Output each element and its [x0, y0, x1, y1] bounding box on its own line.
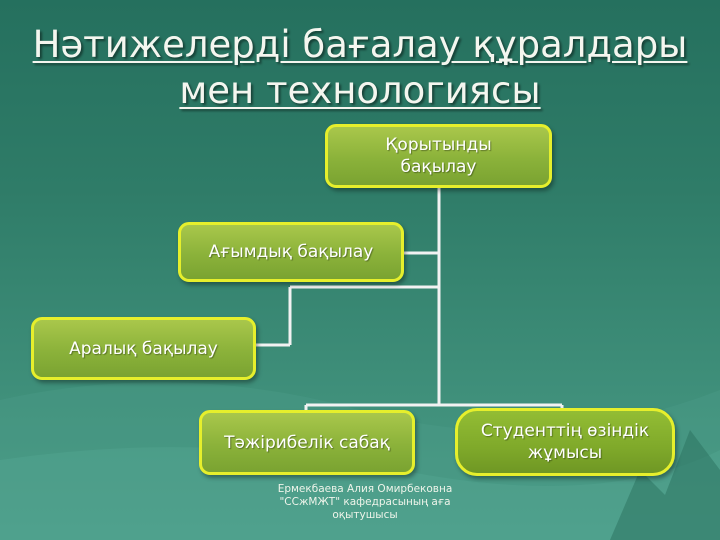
- node-student-independent-work-label: Студенттің өзіндік жұмысы: [480, 421, 650, 463]
- node-current-assessment-label: Ағымдық бақылау: [208, 242, 374, 262]
- node-intermediate-assessment: [31, 317, 256, 380]
- node-practical-lesson: [199, 410, 415, 475]
- title-line-2: мен технологиясы: [179, 69, 541, 112]
- title-line-1: Нәтижелерді бағалау құралдары: [32, 23, 688, 66]
- node-practical-lesson-label: Тәжірибелік сабақ: [224, 432, 390, 453]
- node-final-assessment-label: Қорытынды бақылау: [385, 135, 492, 177]
- node-intermediate-assessment-label: Аралық бақылау: [69, 338, 218, 359]
- author-caption: Ермекбаева Алия Омирбековна "ССжМЖТ" кафедрасының аға оқытушысы: [277, 483, 453, 521]
- node-current-assessment: [178, 222, 404, 282]
- node-student-independent-work: [455, 408, 675, 476]
- node-final-assessment: [325, 124, 552, 188]
